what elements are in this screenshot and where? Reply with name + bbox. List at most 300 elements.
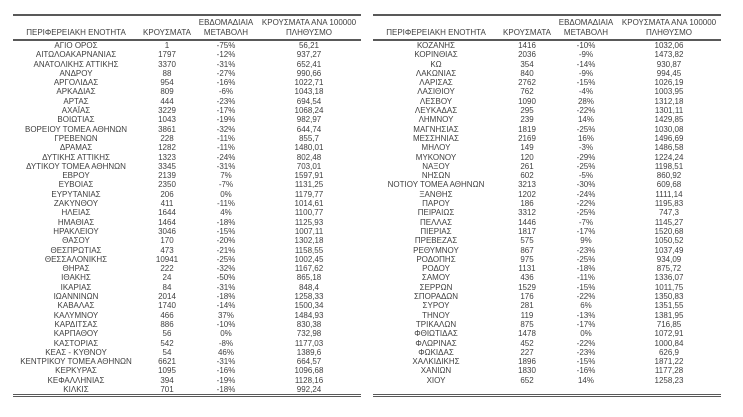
weekly-change-cell: -17% — [576, 319, 596, 329]
per-100k-cell: 626,9 — [658, 347, 680, 357]
weekly-change-cell: -24% — [216, 152, 236, 162]
table-row — [13, 199, 361, 208]
per-100k-cell: 990,66 — [296, 68, 322, 78]
per-100k-cell: 982,97 — [296, 115, 322, 125]
table-row — [13, 69, 361, 78]
per-100k-cell: 1003,95 — [654, 87, 684, 97]
per-100k-cell: 930,87 — [656, 59, 682, 69]
region-cell: ΔΥΤΙΚΟΥ ΤΟΜΕΑ ΑΘΗΝΩΝ — [26, 161, 126, 171]
per-100k-cell: 875,72 — [656, 264, 682, 274]
table-row — [13, 292, 361, 301]
table-row — [13, 125, 361, 134]
region-cell: ΑΡΤΑΣ — [63, 96, 89, 106]
region-cell: ΦΩΚΙΔΑΣ — [418, 347, 454, 357]
table-row — [373, 255, 721, 264]
per-100k-cell — [617, 385, 721, 396]
cases-cell: 436 — [520, 273, 534, 283]
table-row — [13, 162, 361, 171]
per-100k-cell: 1473,82 — [654, 50, 684, 60]
column-header-cases: ΚΡΟΥΣΜΑΤΑ — [143, 27, 191, 37]
region-cell: ΑΡΓΟΛΙΔΑΣ — [53, 78, 99, 88]
table-row — [373, 283, 721, 292]
per-100k-cell: 716,85 — [656, 319, 682, 329]
per-100k-cell: 1350,83 — [654, 292, 684, 302]
cases-cell: 3229 — [158, 106, 176, 116]
region-cell: ΚΑΡΔΙΤΣΑΣ — [54, 319, 98, 329]
per-100k-cell: 1177,03 — [294, 338, 324, 348]
per-100k-cell: 1072,91 — [654, 329, 684, 339]
table-row — [373, 292, 721, 301]
weekly-change-cell: -24% — [576, 189, 596, 199]
cases-cell: 1478 — [518, 329, 536, 339]
column-header-weekly-change: ΕΒΔΟΜΑΔΙΑΙΑ ΜΕΤΑΒΟΛΗ — [558, 18, 614, 37]
weekly-change-cell: -32% — [216, 264, 236, 274]
region-cell: ΛΑΚΩΝΙΑΣ — [415, 68, 457, 78]
weekly-change-cell: -16% — [576, 366, 596, 376]
cases-cell: 1446 — [518, 217, 536, 227]
weekly-change-cell: -8% — [218, 338, 234, 348]
cases-cell: 2014 — [158, 292, 176, 302]
weekly-change-cell: -25% — [576, 208, 596, 218]
cases-cell: 452 — [520, 338, 534, 348]
table-row — [13, 236, 361, 245]
region-cell: ΛΑΣΙΘΙΟΥ — [417, 87, 455, 97]
cases-cell: 1740 — [158, 301, 176, 311]
region-cell: ΠΙΕΡΙΑΣ — [420, 226, 452, 236]
weekly-change-cell: -12% — [216, 50, 236, 60]
weekly-change-cell: -75% — [216, 41, 236, 50]
per-100k-cell: 994,45 — [656, 68, 682, 78]
per-100k-cell: 694,54 — [296, 96, 322, 106]
region-cell: ΜΗΛΟΥ — [421, 143, 451, 153]
weekly-change-cell: -23% — [576, 347, 596, 357]
table-row — [13, 273, 361, 282]
cases-cell: 170 — [160, 236, 174, 246]
region-cell: ΔΥΤΙΚΗΣ ΑΤΤΙΚΗΣ — [42, 152, 110, 162]
per-100k-cell: 1429,85 — [654, 115, 684, 125]
table-row — [13, 264, 361, 273]
table-row — [373, 311, 721, 320]
per-100k-cell: 1022,71 — [294, 78, 324, 88]
table-row — [13, 385, 361, 396]
cases-cell: 239 — [520, 115, 534, 125]
per-100k-cell: 1032,06 — [654, 41, 684, 50]
region-cell: ΘΗΡΑΣ — [62, 264, 90, 274]
per-100k-cell: 1167,62 — [294, 264, 324, 274]
cases-cell: 3046 — [158, 226, 176, 236]
table-row — [373, 69, 721, 78]
weekly-change-cell: -18% — [576, 264, 596, 274]
per-100k-cell: 1389,6 — [296, 347, 322, 357]
cases-cell: 1896 — [518, 357, 536, 367]
table-row — [373, 320, 721, 329]
cases-cell: 1 — [164, 41, 170, 50]
table-row — [13, 190, 361, 199]
table-header-row — [373, 15, 721, 40]
cases-cell: 1464 — [158, 217, 176, 227]
cases-cell: 54 — [162, 347, 172, 357]
cases-cell: 120 — [520, 152, 534, 162]
weekly-change-cell: -32% — [216, 124, 236, 134]
region-cell: ΛΑΡΙΣΑΣ — [419, 78, 453, 88]
weekly-change-cell: 37% — [217, 310, 234, 320]
per-100k-cell: 1597,91 — [294, 171, 324, 181]
cases-cell: 1416 — [518, 41, 536, 50]
regional-cases-table-right — [373, 14, 721, 397]
cases-cell: 954 — [160, 78, 174, 88]
region-cell: ΠΡΕΒΕΖΑΣ — [414, 236, 458, 246]
column-header-per-100k: ΚΡΟΥΣΜΑΤΑ ΑΝΑ 100000 ΠΛΗΘΥΣΜΟ — [261, 18, 357, 37]
table-row — [13, 246, 361, 255]
cases-cell: 3312 — [518, 208, 536, 218]
table-row — [13, 106, 361, 115]
cases-cell: 1131 — [518, 264, 536, 274]
region-cell: ΧΑΛΚΙΔΙΚΗΣ — [412, 357, 460, 367]
per-100k-cell: 1096,68 — [294, 366, 324, 376]
per-100k-cell: 1011,75 — [654, 282, 684, 292]
weekly-change-cell: -16% — [216, 366, 236, 376]
region-cell: ΑΡΚΑΔΙΑΣ — [56, 87, 96, 97]
region-cell: ΗΛΕΙΑΣ — [61, 208, 91, 218]
weekly-change-cell: -11% — [216, 199, 236, 209]
table-row — [13, 357, 361, 366]
region-cell: ΚΩ — [430, 59, 442, 69]
per-100k-cell: 1381,95 — [654, 310, 684, 320]
cases-cell: 281 — [520, 301, 534, 311]
weekly-change-cell: 4% — [220, 208, 232, 218]
table-row — [13, 180, 361, 189]
cases-cell: 2036 — [518, 50, 536, 60]
region-cell: ΕΥΡΥΤΑΝΙΑΣ — [51, 189, 101, 199]
weekly-change-cell: -14% — [216, 301, 236, 311]
region-cell: ΚΑΣΤΟΡΙΑΣ — [53, 338, 99, 348]
column-header-region: ΠΕΡΙΦΕΡΕΙΑΚΗ ΕΝΟΤΗΤΑ — [386, 27, 486, 37]
table-row — [373, 115, 721, 124]
region-cell: ΝΟΤΙΟΥ ΤΟΜΕΑ ΑΘΗΝΩΝ — [387, 180, 485, 190]
weekly-change-cell: -30% — [576, 180, 596, 190]
cases-cell: 3345 — [158, 161, 176, 171]
weekly-change-cell: -15% — [576, 282, 596, 292]
table-row — [373, 366, 721, 375]
weekly-change-cell: 14% — [577, 375, 594, 385]
cases-cell — [499, 385, 555, 396]
cases-cell: 2169 — [518, 133, 536, 143]
table-row — [373, 134, 721, 143]
cases-cell: 206 — [160, 189, 174, 199]
weekly-change-cell: -25% — [216, 254, 236, 264]
per-100k-cell: 1500,34 — [294, 301, 324, 311]
cases-cell: 354 — [520, 59, 534, 69]
region-cell: ΑΓΙΟ ΟΡΟΣ — [54, 41, 98, 50]
table-row — [13, 60, 361, 69]
region-cell: ΑΙΤΩΛΟΑΚΑΡΝΑΝΙΑΣ — [35, 50, 117, 60]
table-row — [373, 301, 721, 310]
region-cell: ΗΡΑΚΛΕΙΟΥ — [53, 226, 99, 236]
table-row — [373, 171, 721, 180]
region-cell: ΧΑΝΙΩΝ — [420, 366, 452, 376]
region-cell: ΚΕΡΚΥΡΑΣ — [55, 366, 97, 376]
table-row — [373, 87, 721, 96]
region-cell: ΖΑΚΥΝΘΟΥ — [53, 199, 99, 209]
per-100k-cell: 934,09 — [656, 254, 682, 264]
per-100k-cell: 1177,28 — [654, 366, 684, 376]
weekly-change-cell: -22% — [576, 199, 596, 209]
weekly-change-cell: 0% — [220, 189, 232, 199]
weekly-change-cell: 14% — [577, 115, 594, 125]
per-100k-cell: 1480,01 — [294, 143, 324, 153]
weekly-change-cell: -31% — [216, 282, 236, 292]
table-row — [13, 208, 361, 217]
weekly-change-cell: -10% — [576, 41, 596, 50]
per-100k-cell: 848,4 — [298, 282, 320, 292]
per-100k-cell: 664,57 — [296, 357, 322, 367]
cases-cell: 701 — [160, 384, 174, 394]
weekly-change-cell: -31% — [216, 161, 236, 171]
weekly-change-cell: -9% — [578, 68, 594, 78]
cases-cell: 1819 — [518, 124, 536, 134]
cases-cell: 2350 — [158, 180, 176, 190]
regional-cases-table-left — [13, 14, 361, 397]
region-cell: ΑΧΑΪΑΣ — [61, 106, 91, 116]
weekly-change-cell: -18% — [216, 292, 236, 302]
table-row — [13, 311, 361, 320]
cases-cell: 88 — [162, 68, 172, 78]
table-row — [373, 40, 721, 50]
cases-cell: 867 — [520, 245, 534, 255]
table-row — [373, 180, 721, 189]
region-cell: ΚΕΝΤΡΙΚΟΥ ΤΟΜΕΑ ΑΘΗΝΩΝ — [20, 357, 132, 367]
cases-cell: 3213 — [518, 180, 536, 190]
cases-cell: 1323 — [158, 152, 176, 162]
region-cell: ΑΝΔΡΟΥ — [59, 68, 93, 78]
region-cell: ΠΕΙΡΑΙΩΣ — [417, 208, 455, 218]
per-100k-cell: 1312,18 — [654, 96, 684, 106]
per-100k-cell: 992,24 — [296, 384, 322, 394]
table-row — [373, 376, 721, 385]
weekly-change-cell: 7% — [220, 171, 232, 181]
table-row — [373, 227, 721, 236]
weekly-change-cell: 16% — [577, 133, 594, 143]
cases-cell: 1529 — [518, 282, 536, 292]
weekly-change-cell: -3% — [578, 143, 594, 153]
region-cell: ΒΟΙΩΤΙΑΣ — [57, 115, 95, 125]
table-row — [13, 283, 361, 292]
table-row — [373, 106, 721, 115]
weekly-change-cell: -23% — [576, 245, 596, 255]
cases-cell: 222 — [160, 264, 174, 274]
per-100k-cell: 1496,69 — [654, 133, 684, 143]
table-row — [13, 320, 361, 329]
region-cell: ΚΟΖΑΝΗΣ — [416, 41, 456, 50]
cases-cell: 652 — [520, 375, 534, 385]
per-100k-cell: 937,27 — [296, 50, 322, 60]
weekly-change-cell: -13% — [576, 310, 596, 320]
region-cell: ΡΕΘΥΜΝΟΥ — [413, 245, 459, 255]
cases-cell: 186 — [520, 199, 534, 209]
weekly-change-cell: 0% — [220, 329, 232, 339]
weekly-change-cell: 6% — [580, 301, 592, 311]
region-cell: ΙΩΑΝΝΙΝΩΝ — [53, 292, 99, 302]
per-100k-cell: 1520,68 — [654, 226, 684, 236]
region-cell: ΓΡΕΒΕΝΩΝ — [54, 133, 98, 143]
region-cell: ΦΛΩΡΙΝΑΣ — [415, 338, 457, 348]
per-100k-cell: 1131,25 — [294, 180, 324, 190]
weekly-change-cell: -10% — [216, 319, 236, 329]
cases-cell: 411 — [160, 199, 174, 209]
weekly-change-cell: -6% — [218, 87, 234, 97]
cases-cell: 149 — [520, 143, 534, 153]
region-cell: ΚΙΛΚΙΣ — [63, 384, 89, 394]
weekly-change-cell: -22% — [576, 106, 596, 116]
weekly-change-cell: -14% — [576, 59, 596, 69]
cases-cell: 444 — [160, 96, 174, 106]
cases-cell: 1090 — [518, 96, 536, 106]
table-row — [13, 301, 361, 310]
table-row — [13, 218, 361, 227]
table-row — [13, 40, 361, 50]
region-cell: ΘΑΣΟΥ — [62, 236, 90, 246]
table-row — [13, 376, 361, 385]
per-100k-cell: 1026,19 — [654, 78, 684, 88]
per-100k-cell: 1125,93 — [294, 217, 324, 227]
cases-cell: 394 — [160, 375, 174, 385]
region-cell: ΣΠΟΡΑΔΩΝ — [413, 292, 459, 302]
weekly-change-cell: -21% — [216, 245, 236, 255]
cases-cell: 3861 — [158, 124, 176, 134]
table-row — [373, 190, 721, 199]
weekly-change-cell: 46% — [217, 347, 234, 357]
region-cell: ΣΥΡΟΥ — [422, 301, 450, 311]
region-cell: ΙΚΑΡΙΑΣ — [60, 282, 92, 292]
table-row — [13, 153, 361, 162]
cases-cell: 56 — [162, 329, 172, 339]
per-100k-cell: 1037,49 — [654, 245, 684, 255]
cases-cell: 1095 — [158, 366, 176, 376]
table-row — [13, 50, 361, 59]
per-100k-cell: 1258,23 — [654, 375, 684, 385]
cases-cell: 119 — [520, 310, 534, 320]
cases-cell: 575 — [520, 236, 534, 246]
weekly-change-cell: -50% — [216, 273, 236, 283]
table-row — [373, 60, 721, 69]
cases-cell: 295 — [520, 106, 534, 116]
per-100k-cell: 865,18 — [296, 273, 322, 283]
weekly-change-cell: -25% — [576, 254, 596, 264]
table-row — [13, 348, 361, 357]
cases-cell: 176 — [520, 292, 534, 302]
region-cell: ΤΗΝΟΥ — [422, 310, 450, 320]
region-cell: ΧΙΟΥ — [426, 375, 446, 385]
per-100k-cell: 1158,55 — [294, 245, 324, 255]
region-cell: ΔΡΑΜΑΣ — [59, 143, 93, 153]
weekly-change-cell: -25% — [576, 124, 596, 134]
weekly-change-cell: -7% — [578, 217, 594, 227]
region-cell: ΚΕΦΑΛΛΗΝΙΑΣ — [47, 375, 105, 385]
region-cell: ΚΕΑΣ - ΚΥΘΝΟΥ — [45, 347, 107, 357]
cases-cell: 886 — [160, 319, 174, 329]
table-row — [373, 143, 721, 152]
per-100k-cell: 1871,22 — [654, 357, 684, 367]
table-header-row — [13, 15, 361, 40]
table-row — [373, 236, 721, 245]
region-cell: ΞΑΝΘΗΣ — [419, 189, 453, 199]
region-cell: ΗΜΑΘΙΑΣ — [57, 217, 95, 227]
cases-cell: 1817 — [518, 226, 536, 236]
table-row — [373, 357, 721, 366]
table-row — [13, 143, 361, 152]
table-row — [373, 78, 721, 87]
region-cell: ΕΒΡΟΥ — [62, 171, 90, 181]
region-cell — [373, 385, 499, 396]
table-row — [373, 97, 721, 106]
per-100k-cell: 1484,93 — [294, 310, 324, 320]
per-100k-cell: 855,7 — [298, 133, 320, 143]
weekly-change-cell: -15% — [576, 357, 596, 367]
cases-cell: 1797 — [158, 50, 176, 60]
table-row — [373, 329, 721, 338]
per-100k-cell: 1179,77 — [294, 189, 324, 199]
region-cell: ΣΑΜΟΥ — [421, 273, 451, 283]
weekly-change-cell: 28% — [577, 96, 594, 106]
per-100k-cell: 732,98 — [296, 329, 322, 339]
weekly-change-cell: -18% — [216, 217, 236, 227]
region-cell: ΘΕΣΠΡΩΤΙΑΣ — [50, 245, 102, 255]
per-100k-cell: 1000,84 — [654, 338, 684, 348]
weekly-change-cell: -20% — [216, 236, 236, 246]
weekly-change-cell: -7% — [218, 180, 234, 190]
cases-cell: 228 — [160, 133, 174, 143]
region-cell: ΠΕΛΛΑΣ — [419, 217, 453, 227]
cases-cell: 1043 — [158, 115, 176, 125]
per-100k-cell: 1128,16 — [294, 375, 324, 385]
table-row — [13, 134, 361, 143]
table-row — [373, 273, 721, 282]
table-row — [13, 339, 361, 348]
per-100k-cell: 1043,18 — [294, 87, 324, 97]
weekly-change-cell: -22% — [576, 292, 596, 302]
table-row — [13, 78, 361, 87]
region-cell: ΝΗΣΩΝ — [421, 171, 451, 181]
per-100k-cell: 802,48 — [296, 152, 322, 162]
per-100k-cell: 1014,61 — [294, 199, 324, 209]
weekly-change-cell: -19% — [216, 375, 236, 385]
per-100k-cell: 1002,45 — [294, 254, 324, 264]
cases-cell: 473 — [160, 245, 174, 255]
per-100k-cell: 1195,83 — [654, 199, 684, 209]
per-100k-cell: 1336,07 — [654, 273, 684, 283]
weekly-change-cell: 0% — [580, 329, 592, 339]
weekly-change-cell: -17% — [576, 226, 596, 236]
table-row — [373, 153, 721, 162]
table-row — [373, 218, 721, 227]
column-header-per-100k: ΚΡΟΥΣΜΑΤΑ ΑΝΑ 100000 ΠΛΗΘΥΣΜΟ — [621, 18, 717, 37]
cases-cell: 1202 — [518, 189, 536, 199]
cases-cell: 466 — [160, 310, 174, 320]
per-100k-cell: 703,01 — [296, 161, 322, 171]
column-header-cases: ΚΡΟΥΣΜΑΤΑ — [503, 27, 551, 37]
per-100k-cell: 56,21 — [298, 41, 320, 50]
table-row — [13, 329, 361, 338]
table-row — [373, 162, 721, 171]
table-row — [373, 264, 721, 273]
weekly-change-cell: -31% — [216, 59, 236, 69]
per-100k-cell: 830,38 — [296, 319, 322, 329]
weekly-change-cell: -15% — [216, 226, 236, 236]
region-cell: ΒΟΡΕΙΟΥ ΤΟΜΕΑ ΑΘΗΝΩΝ — [24, 124, 128, 134]
per-100k-cell: 1351,55 — [654, 301, 684, 311]
weekly-change-cell: -11% — [216, 143, 236, 153]
per-100k-cell: 860,92 — [656, 171, 682, 181]
